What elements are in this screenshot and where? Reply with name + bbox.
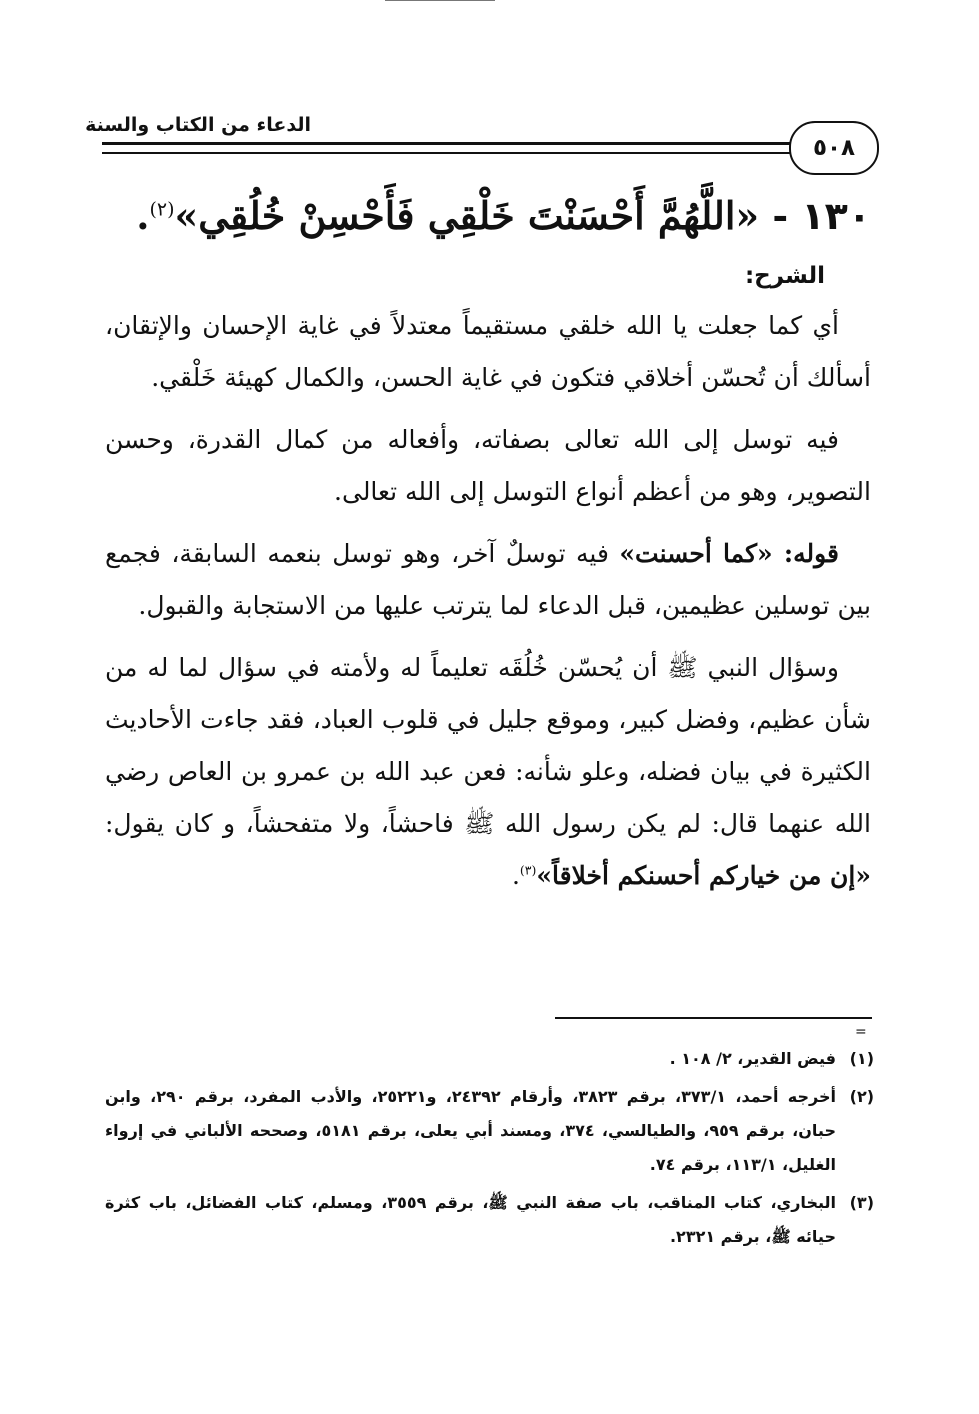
hadith-end: . — [136, 193, 150, 238]
footnote — [105, 1186, 874, 1254]
paragraph-text: فيه توسل إلى الله تعالى بصفاته، وأفعاله من كمال القدرة، وحسن التصوير، وهو من أعظم أنواع التوسل إلى الله تعالى. — [105, 425, 871, 506]
paragraph-text: فيه توسلٌ آخر، وهو توسل بنعمه السابقة، فجمع بين توسلين عظيمين، قبل الدعاء لما يترتب عليها من الاستجابة والقبول. — [105, 539, 871, 620]
commentary-paragraph — [105, 300, 871, 404]
paragraph-text: . — [511, 861, 520, 890]
footnote-ref: (٣) — [519, 862, 537, 878]
page-number: ٥٠٨ — [812, 135, 856, 161]
top-decorative-rule — [385, 0, 495, 1]
header-rule-thick — [102, 142, 792, 145]
footnote-text: البخاري، كتاب المناقب، باب صفة النبي ﷺ، برقم ٣٥٥٩، ومسلم، كتاب الفضائل، باب كثرة حيائه ﷺ، برقم ٢٣٢١. — [105, 1193, 836, 1246]
footnote-number: (١) — [849, 1049, 874, 1068]
commentary-paragraph — [105, 642, 871, 902]
paragraph-text: وسؤال النبي ﷺ أن يُحسّن خُلُقَه تعليماً له ولأمته في سؤال لما له من شأن عظيم، وفضل كبير، وموقع جليل في قلوب العباد، فقد جاءت الأحاديث الكثيرة في بيان فضله، وعلو شأنه: فعن عبد الله بن عمرو بن العاص رضي الله عنهما قال: لم يكن رسول الله ﷺ فاحشاً، ولا متفحشاً، و كان يقول: — [105, 653, 871, 838]
footnote — [105, 1042, 874, 1076]
footnote-separator-rule — [555, 1017, 872, 1019]
bold-text: قوله: — [772, 539, 839, 568]
hadith-number: ١٣٠ — [801, 194, 871, 238]
bold-text: «كما أحسنت» — [619, 539, 773, 568]
footnote-text: أخرجه أحمد، ٣٧٣/١، برقم ٣٨٢٣، وأرقام ٢٤٣٩٢، و٢٥٢٢١، والأدب المفرد، برقم ٢٩٠، وابن حبان، برقم ٩٥٩، والطيالسي، ٣٧٤، ومسند أبي يعلى، برقم ٥١٨١، وصححه الألباني في إرواء الغليل، ١١٣/١، برقم ٧٤. — [105, 1087, 837, 1174]
footnote-number: (٣) — [849, 1193, 874, 1212]
bold-text: «إن من خياركم أحسنكم أخلاقاً» — [536, 861, 871, 890]
commentary-paragraph — [105, 414, 871, 518]
hadith-footnote-ref: (٢) — [149, 198, 175, 221]
footnotes-section — [105, 1042, 874, 1258]
header-rule-thin — [102, 152, 792, 154]
hadith-text: «اللَّهُمَّ أَحْسَنْتَ خَلْقِي فَأَحْسِنْ خُلُقِي» — [174, 193, 760, 238]
footnote-continuation-mark: = — [855, 1024, 867, 1040]
footnote-text: فيض القدير، ٢/ ١٠٨ . — [669, 1049, 836, 1068]
footnote-number: (٢) — [849, 1087, 875, 1106]
commentary-paragraph — [105, 528, 871, 632]
paragraph-text: أي كما جعلت يا الله خلقي مستقيماً معتدلاً في غاية الإحسان والإتقان، أسألك أن تُحسّن أخلاقي فتكون في غاية الحسن، والكمال كهيئة خَلْقي. — [105, 311, 871, 392]
sharh-label: الشرح: — [744, 263, 825, 289]
main-text — [105, 186, 871, 912]
hadith-separator: - — [759, 193, 802, 238]
footnote — [105, 1080, 874, 1182]
commentary-paragraphs — [105, 300, 871, 902]
hadith-heading — [105, 186, 871, 246]
running-head-title: الدعاء من الكتاب والسنة — [85, 114, 311, 136]
page-number-badge — [789, 121, 879, 175]
